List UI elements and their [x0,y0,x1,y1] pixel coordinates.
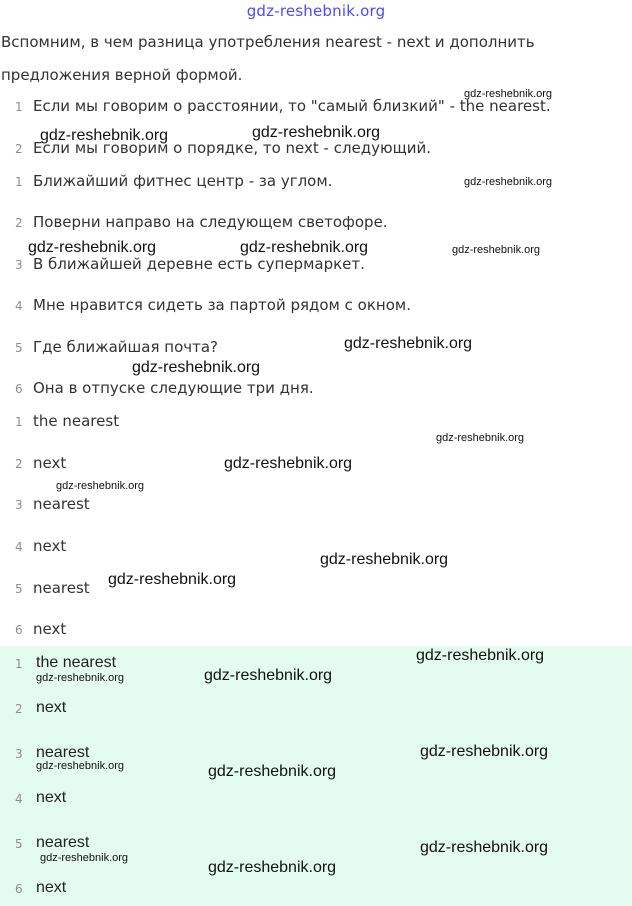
watermark: gdz-reshebnik.org [436,432,525,444]
answer-number: 6 [15,623,23,637]
watermark: gdz-reshebnik.org [344,335,473,352]
watermark: gdz-reshebnik.org [416,647,545,664]
rule-number: 1 [15,100,23,114]
watermark: gdz-reshebnik.org [420,839,549,856]
watermark: gdz-reshebnik.org [224,455,353,472]
final-answer-number: 1 [15,657,23,671]
answer-text: next [33,537,67,555]
answer-number: 5 [15,582,23,596]
answer-text: the nearest [33,412,120,430]
watermark: gdz-reshebnik.org [56,480,145,492]
watermark: gdz-reshebnik.org [464,88,553,100]
watermark: gdz-reshebnik.org [132,359,261,376]
answer-number: 2 [15,457,23,471]
final-answer-text: nearest [36,744,90,761]
final-answer-number: 4 [15,792,23,806]
rule-number: 2 [15,142,23,156]
sentence-text: Мне нравится сидеть за партой рядом с окном. [33,296,411,314]
watermark: gdz-reshebnik.org [420,743,549,760]
watermark: gdz-reshebnik.org [36,760,125,772]
sentence-text: Ближайший фитнес центр - за углом. [33,172,333,190]
final-answer-text: the nearest [36,654,117,671]
sentence-number: 4 [15,299,23,313]
watermark: gdz-reshebnik.org [320,551,449,568]
answer-text: nearest [33,579,90,597]
answer-text: next [33,454,67,472]
sentence-text: Поверни направо на следующем светофоре. [33,213,388,231]
watermark: gdz-reshebnik.org [208,763,337,780]
intro-line-2: предложения верной формой. [1,66,243,84]
watermark: gdz-reshebnik.org [240,239,369,256]
final-answer-number: 5 [15,837,23,851]
rule-text: Если мы говорим о порядке, то next - следующий. [33,139,432,157]
final-answer-text: next [36,879,67,896]
watermark: gdz-reshebnik.org [452,244,541,256]
answer-text: nearest [33,495,90,513]
sentence-text: В ближайшей деревне есть супермаркет. [33,255,365,273]
final-answer-text: next [36,699,67,716]
watermark: gdz-reshebnik.org [204,667,333,684]
sentence-text: Она в отпуске следующие три дня. [33,379,314,397]
sentence-number: 5 [15,341,23,355]
sentence-number: 3 [15,258,23,272]
sentence-number: 1 [15,175,23,189]
watermark: gdz-reshebnik.org [40,852,129,864]
answer-number: 4 [15,540,23,554]
rule-text: Если мы говорим о расстоянии, то "самый близкий" - the nearest. [33,97,551,115]
sentence-number: 6 [15,382,23,396]
answer-text: next [33,620,67,638]
sentence-number: 2 [15,216,23,230]
watermark: gdz-reshebnik.org [108,571,237,588]
watermark: gdz-reshebnik.org [252,124,381,141]
watermark: gdz-reshebnik.org [40,127,169,144]
watermark: gdz-reshebnik.org [464,176,553,188]
final-answer-number: 2 [15,702,23,716]
sentence-text: Где ближайшая почта? [33,338,219,356]
watermark: gdz-reshebnik.org [208,859,337,876]
final-answer-text: nearest [36,834,90,851]
watermark: gdz-reshebnik.org [28,239,157,256]
final-answer-number: 6 [15,882,23,896]
answer-number: 1 [15,415,23,429]
site-header-link[interactable]: gdz-reshebnik.org [246,2,386,20]
answer-number: 3 [15,498,23,512]
watermark: gdz-reshebnik.org [36,672,125,684]
intro-line-1: Вспомним, в чем разница употребления nearest - next и дополнить [1,33,535,51]
final-answer-number: 3 [15,747,23,761]
final-answer-text: next [36,789,67,806]
